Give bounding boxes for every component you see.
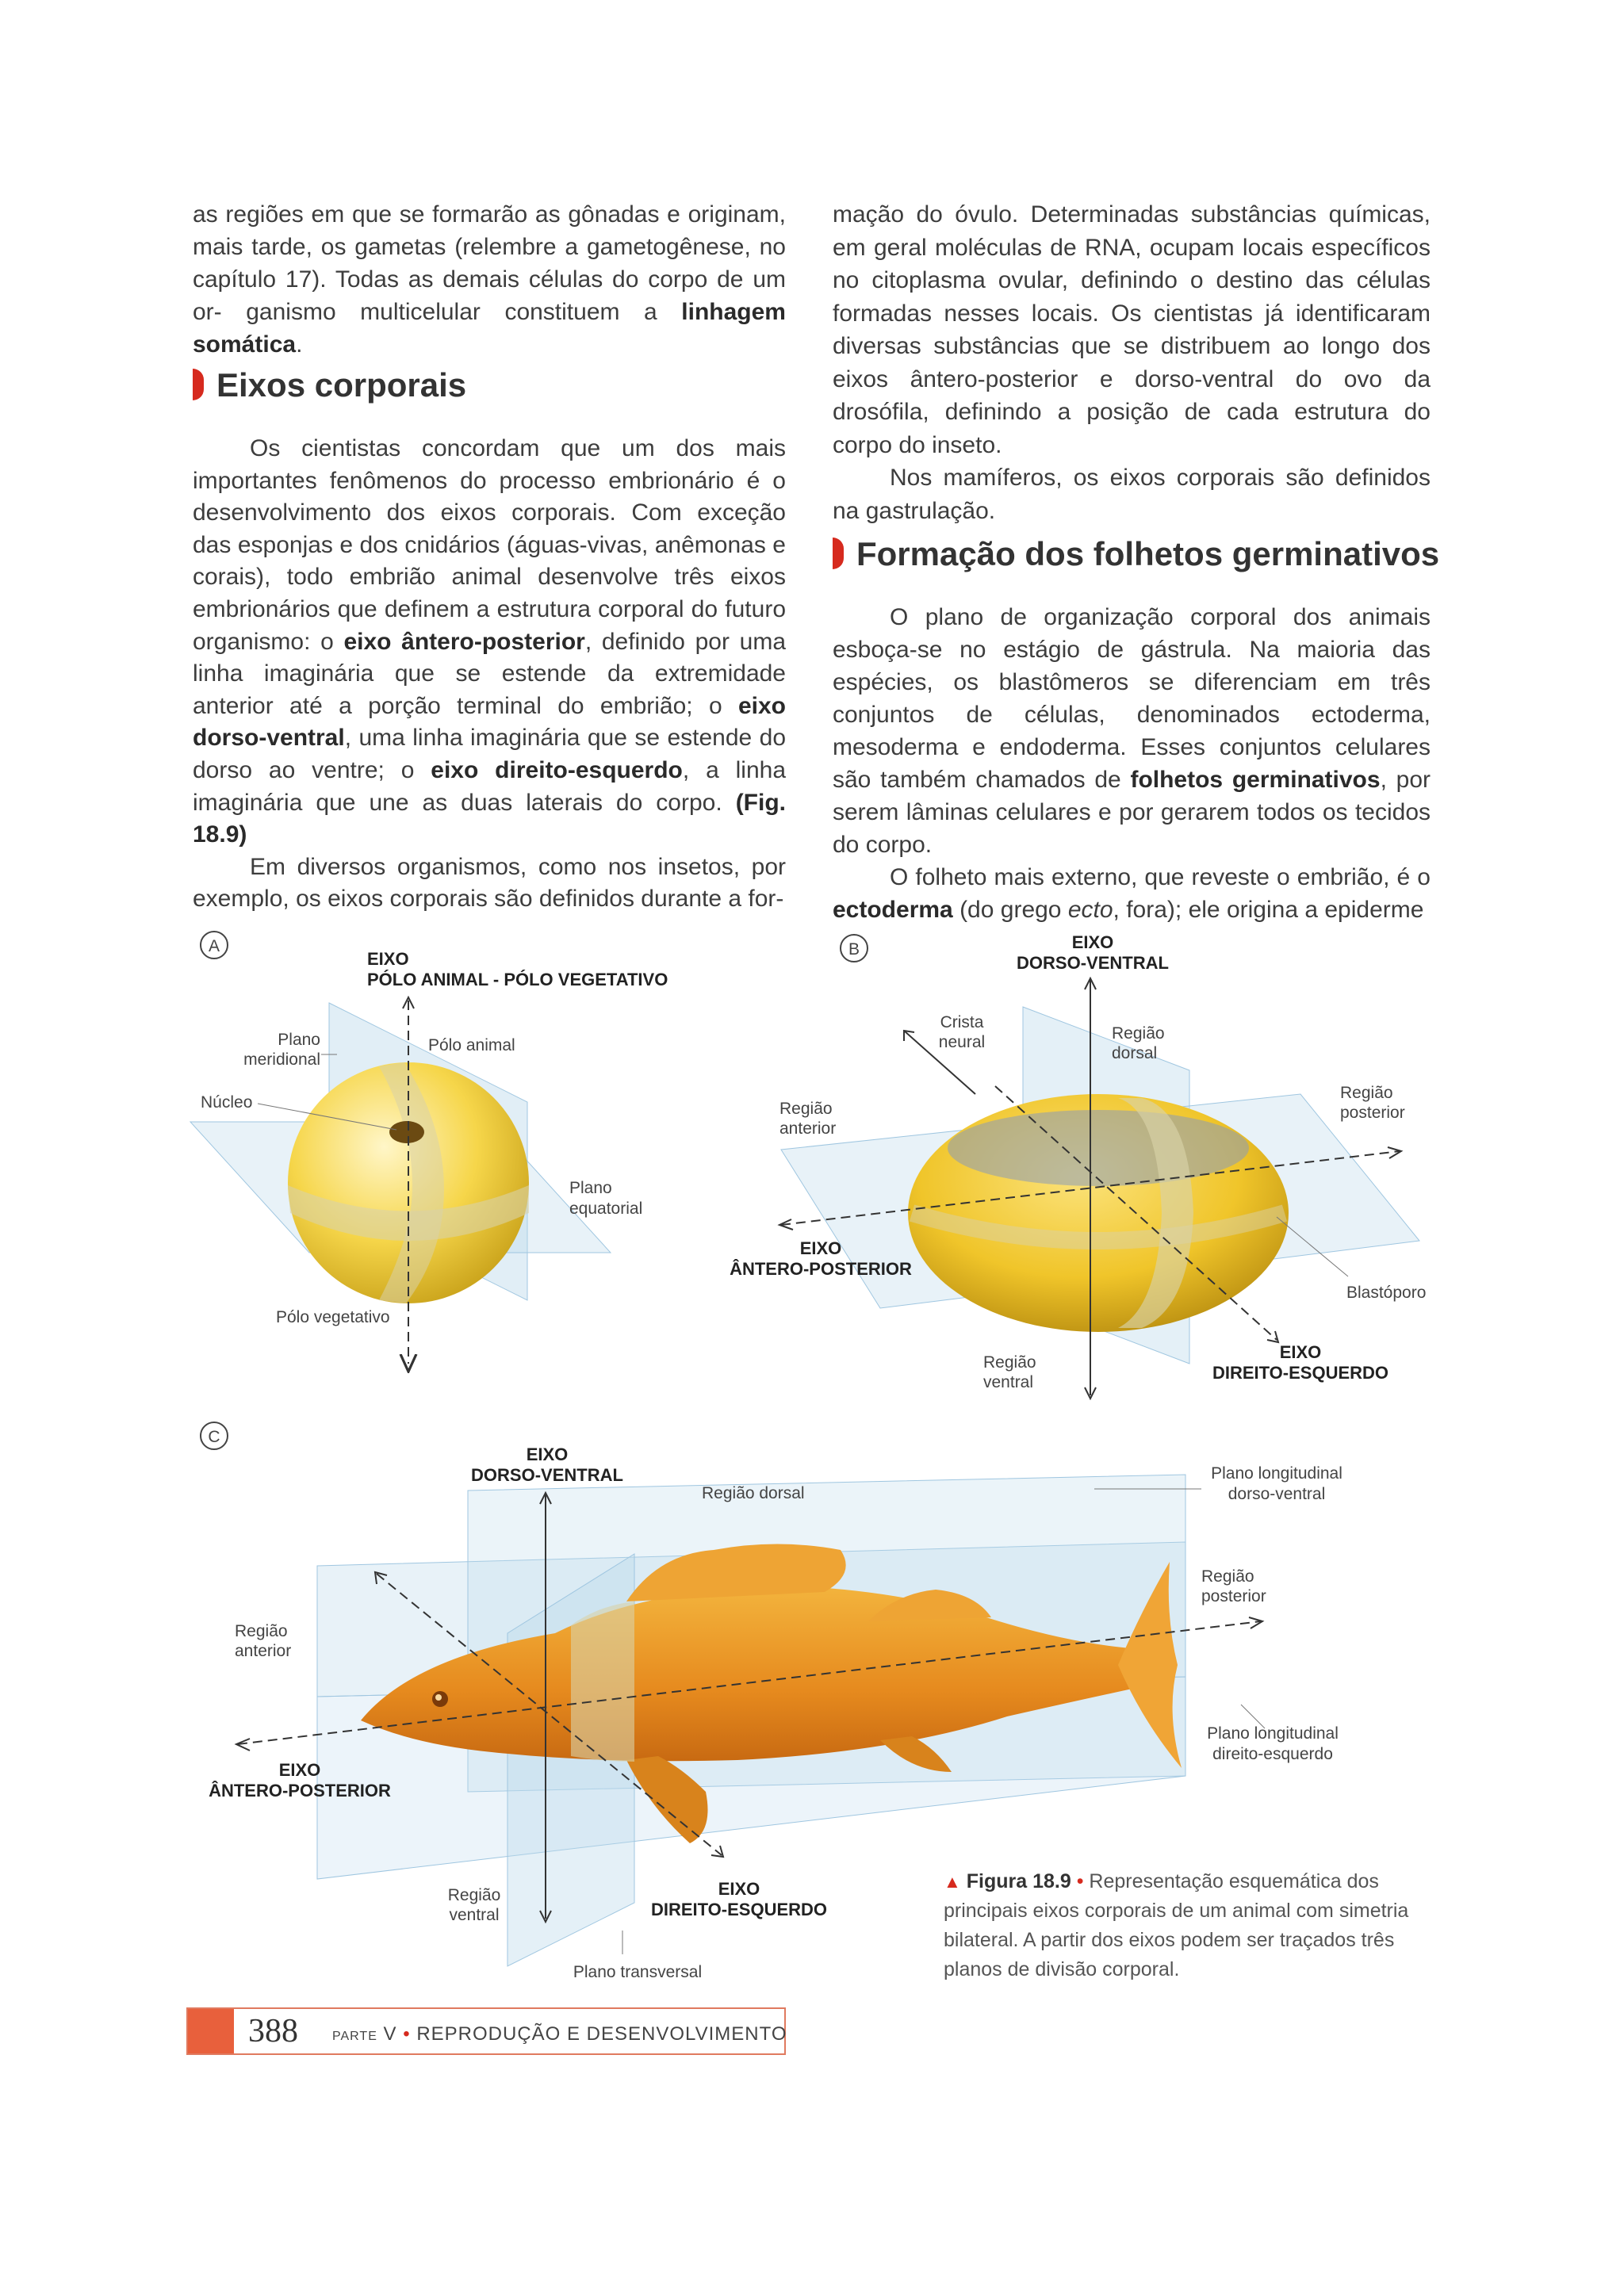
- label-direito-esquerdo: DIREITO-ESQUERDO: [1212, 1363, 1389, 1383]
- label-anterior: anterior: [779, 1119, 837, 1138]
- label-regiao-anterior: Região: [235, 1622, 288, 1640]
- italic-term: ecto: [1067, 897, 1113, 923]
- label-eixo: EIXO: [1071, 932, 1114, 952]
- label-plano-equatorial: Plano: [569, 1179, 612, 1197]
- text-run: mação do óvulo. Determinadas substâncias químicas, em geral moléculas de RNA, ocupam locais específicos no citoplasma ovular, definindo o destino das células formadas nesses locais. Os cientistas já identificaram diversas substâncias que se distribuem ao longo dos eixos ântero-posterior e dorso-ventral do ovo da drosófila, definindo a posição de cada estrutura do corpo do inseto.: [833, 201, 1431, 458]
- figure-reference: (Fig. 18.9): [193, 789, 786, 848]
- label-ventral: ventral: [983, 1373, 1034, 1391]
- part-title: REPRODUÇÃO E DESENVOLVIMENTO: [416, 2023, 787, 2045]
- text-run: , por serem lâminas celulares e por gerarem todos os tecidos do corpo.: [833, 767, 1431, 858]
- label-antero-posterior: ÂNTERO-POSTERIOR: [730, 1259, 912, 1279]
- caption-text: Representação esquemática dos principais eixos corporais de um animal com simetria bilateral. A partir dos eixos podem ser traçados três planos de divisão corporal.: [944, 1870, 1409, 1980]
- heading-text: Eixos corporais: [216, 366, 467, 404]
- label-crista: Crista: [940, 1013, 984, 1031]
- caption-triangle-icon: ▲: [944, 1872, 961, 1892]
- panel-b-letter: B: [848, 940, 860, 959]
- label-direito-esquerdo: DIREITO-ESQUERDO: [650, 1900, 828, 1919]
- text-run: , a linha imaginária que une as duas laterais do corpo.: [193, 756, 787, 816]
- bold-term: linhagem somática: [193, 299, 786, 358]
- label-neural: neural: [938, 1033, 986, 1051]
- label-posterior: posterior: [1201, 1587, 1266, 1605]
- label-antero-posterior: ÂNTERO-POSTERIOR: [209, 1781, 391, 1800]
- label-eixo: EIXO: [1279, 1342, 1322, 1362]
- label-polo-vegetativo: Pólo vegetativo: [276, 1308, 390, 1326]
- text-run: O plano de organização corporal dos animais esboça-se no estágio de gástrula. Na maioria das espécies, os blastômeros se diferenciam em três conjuntos de células, denominados ectoderma, mesoderma e endoderma. Esses conjuntos celulares são também chamados de: [833, 604, 1431, 793]
- part-number: V: [383, 2023, 397, 2045]
- label-eixo: EIXO: [799, 1238, 842, 1258]
- label-posterior: posterior: [1340, 1104, 1405, 1122]
- label-regiao-dorsal: Região: [1112, 1024, 1165, 1043]
- page-number: 388: [248, 2013, 298, 2049]
- text-line: .: [296, 331, 303, 358]
- label-regiao-dorsal: Região dorsal: [702, 1484, 805, 1502]
- label-eixo: EIXO: [526, 1445, 569, 1464]
- panel-b: [730, 932, 1426, 1399]
- label-plano-longitudinal-2: Plano longitudinal: [1207, 1724, 1339, 1743]
- text-line: capítulo 17). Todas as demais células do corpo de um or-: [193, 266, 786, 325]
- bold-term: folhetos germinativos: [1130, 767, 1381, 793]
- label-eixo: EIXO: [718, 1879, 760, 1899]
- figure-caption: [944, 1867, 1435, 1984]
- text-run: , definido por uma linha imaginária que se estende da extremidade anterior até a porção terminal do embrião; o: [193, 628, 786, 719]
- label-regiao-posterior: Região: [1201, 1567, 1254, 1586]
- label-direito-esquerdo-plane: direito-esquerdo: [1212, 1745, 1333, 1763]
- bold-term: ectoderma: [833, 897, 953, 923]
- label-polo-animal: Pólo animal: [428, 1036, 515, 1054]
- text-line: ganismo multicelular constituem a: [246, 299, 682, 325]
- label-plano-transversal: Plano transversal: [573, 1963, 703, 1981]
- nucleus: [389, 1121, 424, 1143]
- label-blastoporo: Blastóporo: [1346, 1284, 1427, 1302]
- label-regiao-ventral: Região: [447, 1886, 501, 1904]
- panel-c-letter: C: [208, 1428, 220, 1446]
- fish-eye-highlight: [435, 1694, 442, 1701]
- arrowhead: [1249, 1617, 1262, 1628]
- panel-a: [190, 932, 668, 1364]
- label-dorsal: dorsal: [1112, 1044, 1158, 1062]
- part-label: PARTE: [332, 2030, 377, 2043]
- label-regiao-posterior: Região: [1340, 1084, 1393, 1102]
- label-equatorial: equatorial: [569, 1200, 643, 1218]
- bold-term: eixo ântero-posterior: [343, 628, 585, 655]
- page-footer: [186, 2007, 786, 2055]
- footer-part: [332, 2023, 787, 2045]
- text-line: mais tarde, os gametas (relembre a gametogênese, no: [193, 234, 786, 260]
- label-meridional: meridional: [243, 1050, 320, 1069]
- label-dorso-ventral: DORSO-VENTRAL: [471, 1465, 623, 1485]
- arrowhead: [1388, 1147, 1401, 1158]
- heading-text: Formação dos folhetos germinativos: [856, 535, 1440, 572]
- label-anterior: anterior: [235, 1642, 292, 1660]
- arrowhead: [236, 1739, 250, 1751]
- label-plano-meridional: Plano: [278, 1031, 320, 1049]
- axis-label-name: PÓLO ANIMAL - PÓLO VEGETATIVO: [367, 970, 668, 989]
- caption-bullet-icon: •: [1076, 1870, 1084, 1892]
- label-eixo: EIXO: [278, 1760, 321, 1780]
- label-ventral: ventral: [449, 1906, 500, 1924]
- transverse-band: [571, 1601, 634, 1762]
- caption-label: Figura 18.9: [966, 1870, 1071, 1892]
- text-run: Nos mamíferos, os eixos corporais são definidos na gastrulação.: [833, 465, 1431, 524]
- bold-term: eixo dorso-ventral: [193, 692, 786, 752]
- label-regiao-ventral: Região: [983, 1353, 1036, 1372]
- panel-a-letter: A: [208, 937, 220, 955]
- footer-color-block: [188, 2009, 234, 2053]
- text-run: Os cientistas concordam que um dos mais importantes fenômenos do processo embrionário é o desenvolvimento dos eixos corporais. Com exceção das esponjas e dos cnidários (águas-vivas, anêmonas e corais), todo embrião animal desenvolve três eixos embrionários que definem a estrutura corporal do futuro organismo: o: [193, 435, 786, 655]
- text-line: as regiões em que se formarão as gônadas e originam,: [193, 201, 786, 228]
- footer-bullet-icon: •: [403, 2023, 411, 2045]
- bold-term: eixo direito-esquerdo: [431, 756, 683, 783]
- label-plano-longitudinal: Plano longitudinal: [1211, 1464, 1342, 1483]
- text-run: , fora); ele origina a epiderme: [1113, 897, 1424, 923]
- label-nucleo: Núcleo: [201, 1093, 253, 1112]
- label-regiao-anterior: Região: [779, 1100, 833, 1118]
- text-run: Em diversos organismos, como nos insetos, por exemplo, os eixos corporais são definidos durante a for-: [193, 853, 786, 913]
- label-dorso-ventral: DORSO-VENTRAL: [1017, 953, 1169, 973]
- text-run: (do grego: [952, 897, 1068, 923]
- text-run: O folheto mais externo, que reveste o embrião, é o: [890, 864, 1431, 890]
- label-dorso-ventral-plane: dorso-ventral: [1228, 1485, 1326, 1503]
- text-run: , uma linha imaginária que se estende do dorso ao ventre; o: [193, 725, 786, 783]
- axis-label-word: EIXO: [367, 949, 409, 969]
